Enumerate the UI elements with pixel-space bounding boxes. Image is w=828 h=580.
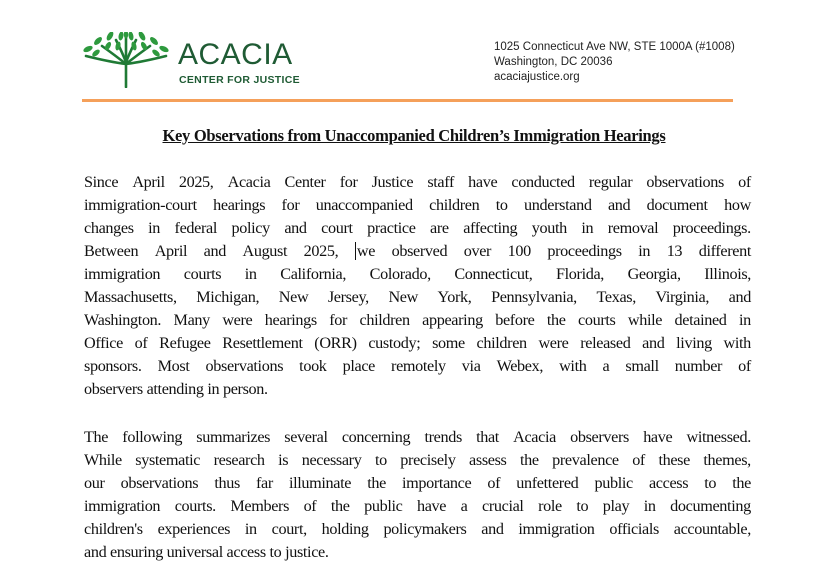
word: court, [271, 520, 307, 538]
word: living [676, 334, 712, 352]
text-line: and ensuring universal access to justice. [84, 543, 329, 561]
word: Georgia, [627, 265, 681, 283]
word: in [581, 219, 594, 237]
word: the [519, 451, 539, 469]
word: Virginia, [655, 288, 710, 306]
word: and [481, 520, 504, 538]
word: assess [469, 451, 507, 469]
word: public [364, 497, 403, 515]
address-street: 1025 Connecticut Ave NW, STE 1000A (#1008) [494, 41, 735, 53]
word: Members [230, 497, 290, 515]
word: courts [183, 265, 222, 283]
word: of [134, 334, 148, 352]
word: (ORR) [314, 334, 357, 352]
word: crucial [481, 497, 524, 515]
word: staff [427, 173, 455, 191]
word: April [132, 173, 165, 191]
word: and [642, 334, 665, 352]
text-line [84, 240, 751, 263]
word: in [738, 311, 751, 329]
word: the [330, 497, 350, 515]
acacia-logo [80, 32, 310, 92]
word: The [84, 428, 109, 446]
word: and [203, 242, 226, 260]
text-line [84, 171, 751, 194]
word: officials [609, 520, 659, 538]
word: children [429, 196, 480, 214]
word: have [416, 497, 447, 515]
word: trends [424, 428, 462, 446]
word: witnessed. [686, 428, 751, 446]
word: of [303, 497, 317, 515]
word: and [284, 219, 307, 237]
word: observed [391, 242, 448, 260]
word: to [576, 497, 589, 515]
text-line [84, 495, 751, 518]
word: following [122, 428, 183, 446]
word: the [546, 311, 566, 329]
word: Connecticut, [454, 265, 533, 283]
word: Office [84, 334, 123, 352]
word: are [430, 219, 449, 237]
word: for [281, 196, 300, 214]
word: a [602, 357, 610, 375]
text-line [84, 472, 751, 495]
word: of [738, 357, 751, 375]
word: 100 [507, 242, 531, 260]
word: Florida, [556, 265, 605, 283]
word: accountable, [673, 520, 751, 538]
word: court [321, 219, 353, 237]
word: of [487, 474, 501, 492]
word: While [84, 451, 122, 469]
word: detained [674, 311, 727, 329]
word: some [432, 334, 465, 352]
text-cursor [355, 242, 356, 260]
word: that [476, 428, 499, 446]
word: April [154, 242, 188, 260]
letterhead [0, 0, 828, 110]
word: unfettered [516, 474, 579, 492]
word: released [580, 334, 631, 352]
word: to [495, 196, 508, 214]
word: federal [174, 219, 218, 237]
word: were [538, 334, 569, 352]
word: to [374, 451, 387, 469]
word: systematic [135, 451, 201, 469]
word: Washington. [84, 311, 162, 329]
word: courts [578, 311, 616, 329]
text-line [84, 518, 751, 541]
word: remotely [391, 357, 446, 375]
word: observations [120, 474, 199, 492]
word: Jersey, [327, 288, 369, 306]
word: prevalence [552, 451, 619, 469]
text-line [84, 332, 751, 355]
word: changes [84, 219, 134, 237]
word: documenting [670, 497, 751, 515]
word: custody; [368, 334, 421, 352]
word: observations [205, 357, 284, 375]
word: took [299, 357, 327, 375]
word: proceedings [547, 242, 622, 260]
word: role [538, 497, 562, 515]
address-block [494, 40, 735, 85]
header-divider [82, 99, 733, 102]
word: Webex, [496, 357, 544, 375]
word: affecting [463, 219, 518, 237]
text-line [84, 426, 751, 449]
word: number [674, 357, 723, 375]
word: the [367, 474, 386, 492]
paragraph-2 [84, 426, 751, 564]
word: we [356, 242, 376, 260]
word: Texas, [596, 288, 636, 306]
word: of [632, 451, 645, 469]
word: children's [84, 520, 143, 538]
word: how [724, 196, 751, 214]
word: New [278, 288, 309, 306]
word: in [643, 497, 656, 515]
word: immigration [518, 520, 595, 538]
word: courts. [174, 497, 216, 515]
word: summarizes [196, 428, 271, 446]
text-line [84, 355, 751, 378]
word: precisely [400, 451, 456, 469]
word: importance [402, 474, 472, 492]
address-city: Washington, DC 20036 [494, 56, 613, 68]
word: have [468, 173, 498, 191]
text-line [84, 194, 751, 217]
word: Massachusetts, [84, 288, 177, 306]
word: children [359, 311, 410, 329]
word: Many [173, 311, 210, 329]
word: these [658, 451, 690, 469]
word: were [222, 311, 253, 329]
word: Resettlement [222, 334, 303, 352]
word: in [244, 265, 257, 283]
word: immigration [84, 497, 161, 515]
word: conducted [511, 173, 575, 191]
text-line [84, 286, 751, 309]
word: several [284, 428, 328, 446]
word: while [627, 311, 663, 329]
word: illuminate [288, 474, 352, 492]
word: in [638, 242, 651, 260]
word: Between [84, 242, 139, 260]
word: proceedings. [672, 219, 751, 237]
word: appearing [422, 311, 483, 329]
word: small [625, 357, 659, 375]
word: concerning [341, 428, 411, 446]
word: sponsors. [84, 357, 142, 375]
word: Most [157, 357, 190, 375]
word: document [646, 196, 708, 214]
word: regular [588, 173, 633, 191]
word: access [648, 474, 689, 492]
word: necessary [301, 451, 362, 469]
text-line [84, 263, 751, 286]
word: a [460, 497, 468, 515]
word: for [329, 311, 348, 329]
document-title-text: Key Observations from Unaccompanied Children’s Immigration Hearings [162, 126, 666, 145]
word: Illinois, [704, 265, 751, 283]
word: in [244, 520, 257, 538]
word: in [148, 219, 161, 237]
word: Colorado, [369, 265, 431, 283]
word: the [732, 474, 751, 492]
word: Center [284, 173, 326, 191]
word: to [704, 474, 717, 492]
document-title [0, 126, 828, 146]
word: experiences [157, 520, 231, 538]
word: public [594, 474, 633, 492]
word: before [495, 311, 535, 329]
word: our [84, 474, 105, 492]
word: observations [646, 173, 724, 191]
word: youth [531, 219, 567, 237]
word: August [242, 242, 288, 260]
text-line [84, 449, 751, 472]
word: different [698, 242, 751, 260]
word: practice [367, 219, 416, 237]
word: 2025, [178, 173, 214, 191]
word: thus [214, 474, 240, 492]
word: research [213, 451, 265, 469]
word: Michigan, [196, 288, 260, 306]
word: removal [607, 219, 659, 237]
brand-subtitle: CENTER FOR JUSTICE [179, 74, 300, 86]
word: Pennsylvania, [491, 288, 577, 306]
text-line [84, 217, 751, 240]
word: 2025, [303, 242, 339, 260]
word: children [476, 334, 527, 352]
tree-icon [80, 32, 172, 88]
word: themes, [703, 451, 751, 469]
word: Acacia [227, 173, 271, 191]
word: observers [570, 428, 630, 446]
word: policy [231, 219, 270, 237]
word: immigration-court [84, 196, 197, 214]
word: Refugee [159, 334, 211, 352]
word: New [388, 288, 418, 306]
word: Justice [371, 173, 414, 191]
paragraph-1 [84, 171, 751, 401]
word: with [559, 357, 587, 375]
word: and [728, 288, 751, 306]
word: 13 [666, 242, 683, 260]
text-line [84, 309, 751, 332]
word: via [461, 357, 481, 375]
word: hearings [213, 196, 266, 214]
word: immigration [84, 265, 161, 283]
word: with [723, 334, 751, 352]
word: far [255, 474, 273, 492]
brand-name: ACACIA [178, 38, 293, 71]
word: Acacia [513, 428, 556, 446]
word: York, [437, 288, 472, 306]
word: California, [280, 265, 347, 283]
word: understand [524, 196, 592, 214]
word: policymakers [383, 520, 467, 538]
word: is [278, 451, 289, 469]
word: and [607, 196, 631, 214]
text-line: observers attending in person. [84, 380, 268, 398]
word: place [342, 357, 375, 375]
word: for [339, 173, 358, 191]
word: Since [84, 173, 119, 191]
word: hearings [264, 311, 317, 329]
word: holding [321, 520, 369, 538]
word: over [463, 242, 492, 260]
address-website: acaciajustice.org [494, 71, 580, 83]
word: unaccompanied [315, 196, 413, 214]
word: play [602, 497, 630, 515]
word: of [738, 173, 751, 191]
word: have [643, 428, 673, 446]
